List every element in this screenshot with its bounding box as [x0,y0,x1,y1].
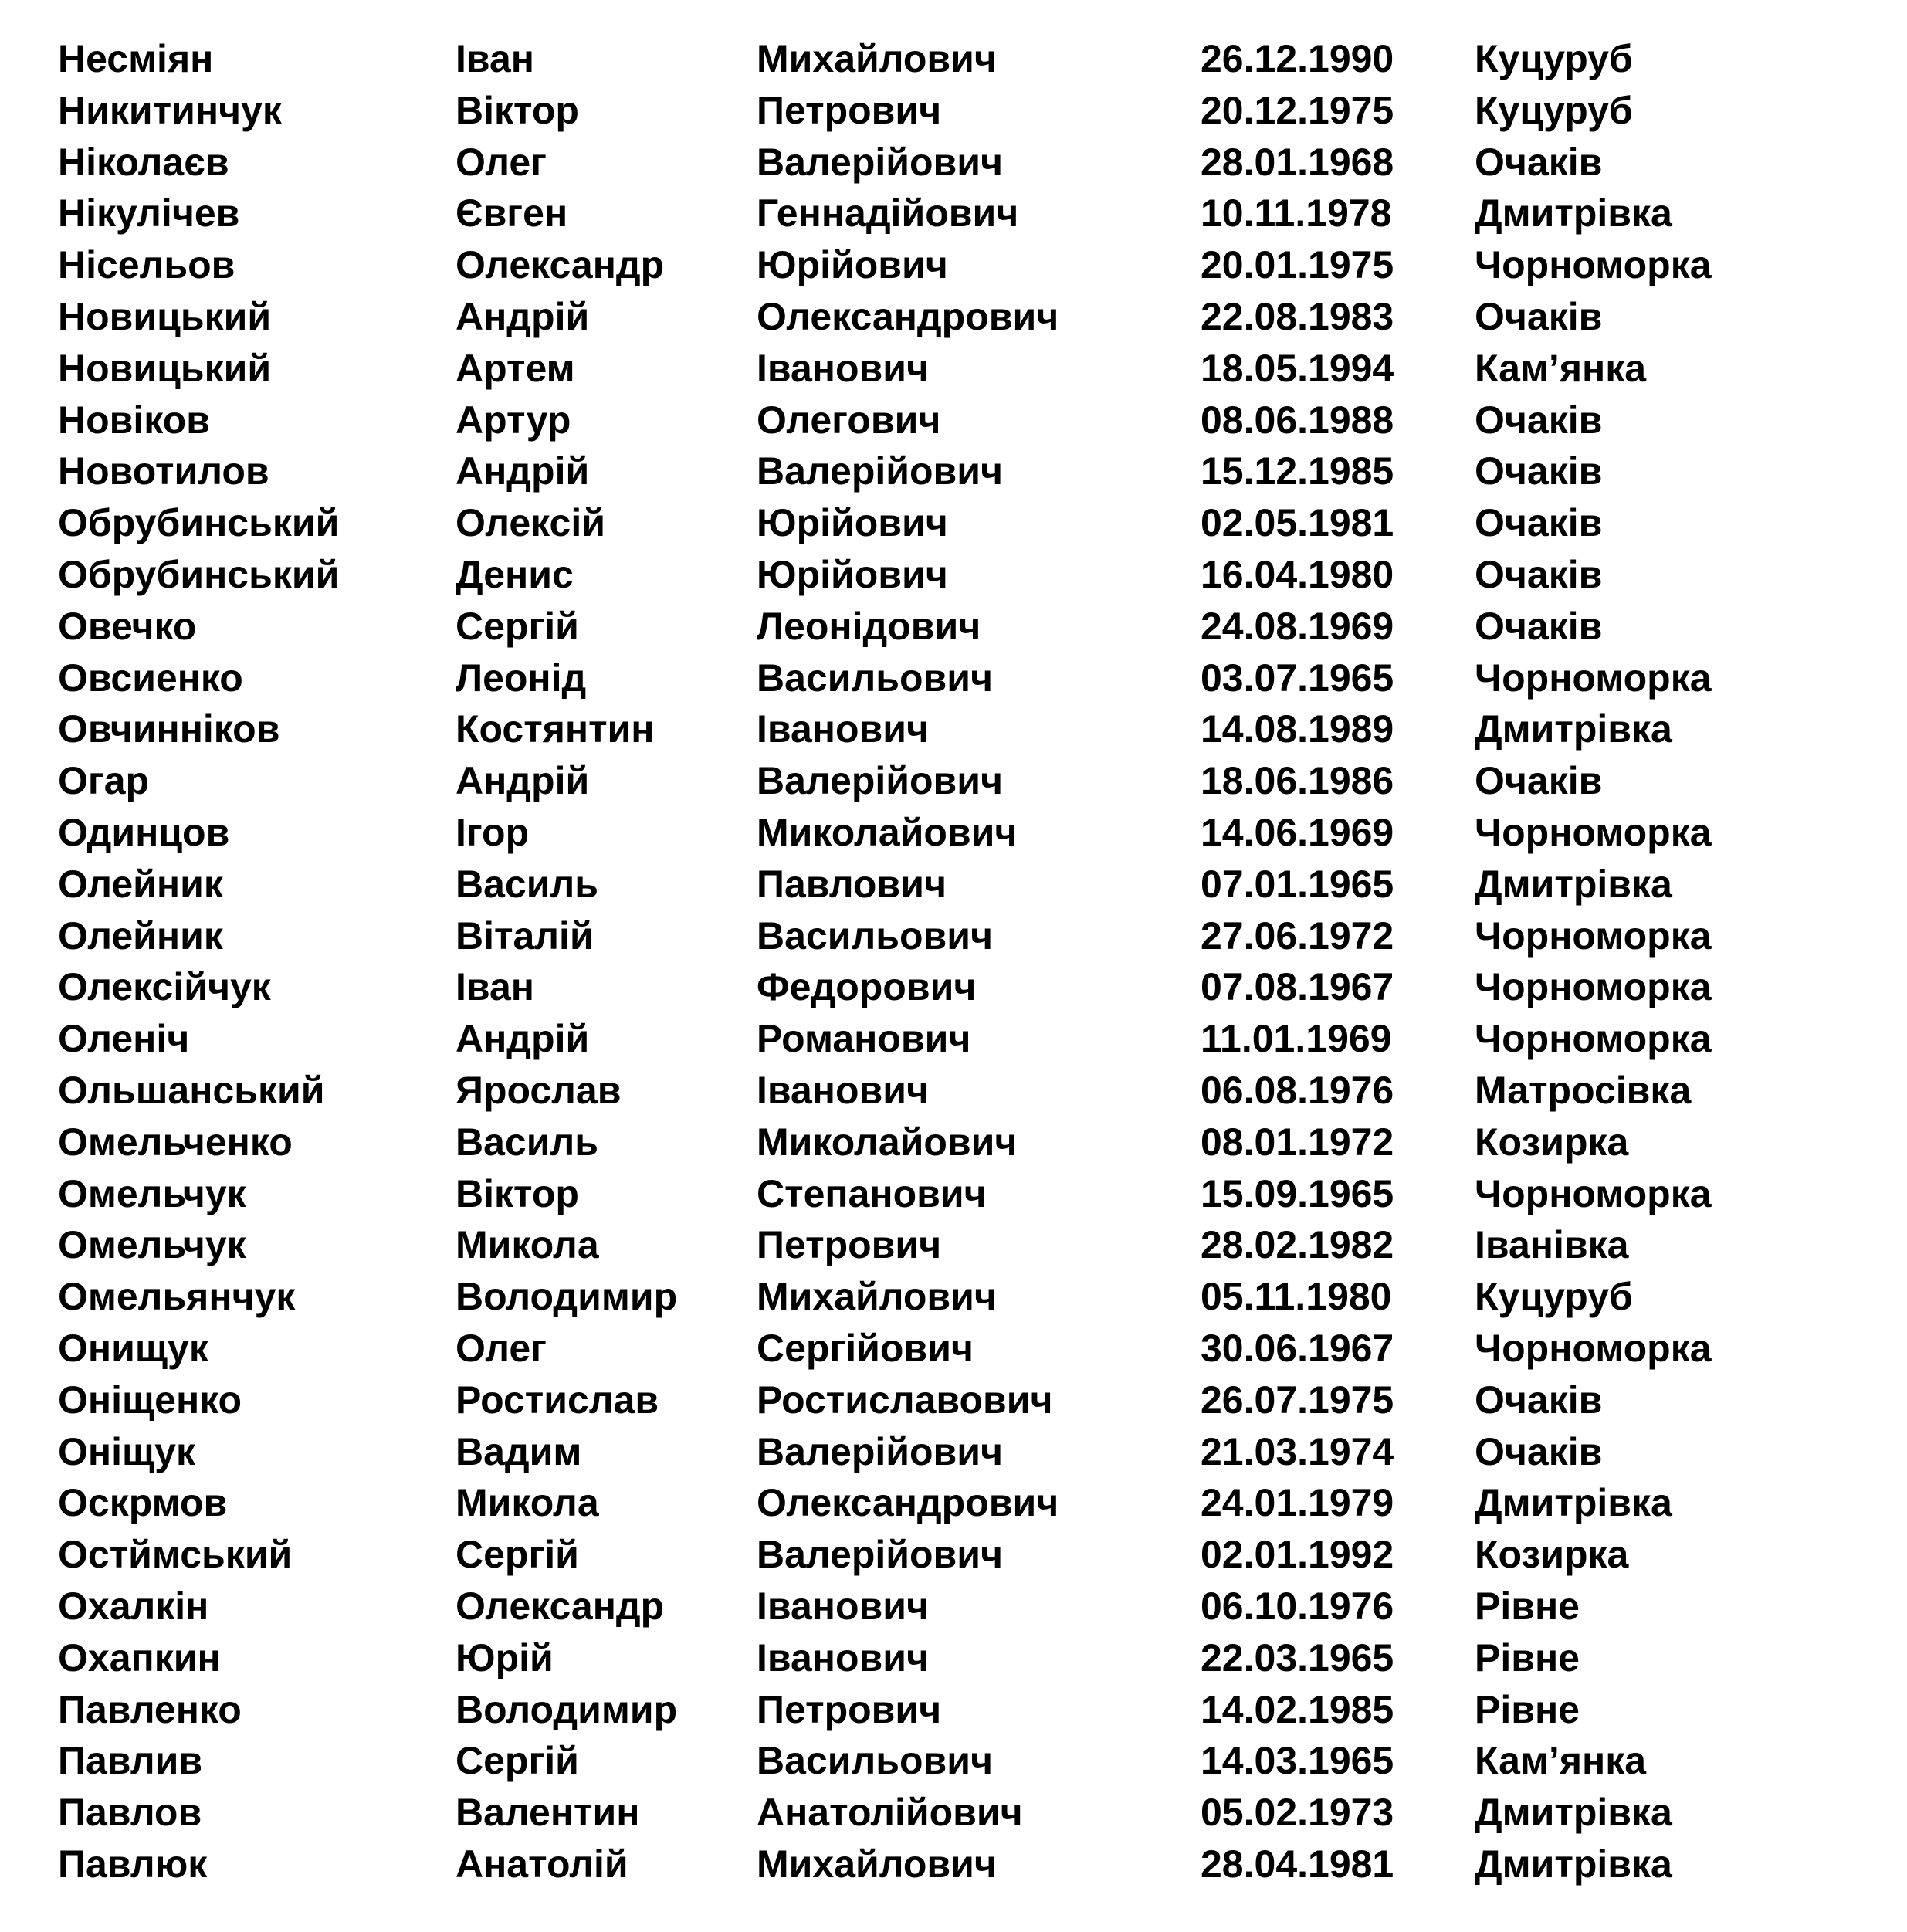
patronymic-cell: Романович [757,1017,971,1061]
place-cell: Рівне [1475,1635,1580,1679]
first-name-cell: Василь [456,1120,598,1164]
first-name-cell: Олександр [456,1584,665,1628]
patronymic-cell: Сергійович [757,1326,974,1370]
surname-cell: Огар [58,759,150,803]
birth-date-cell: 06.10.1976 [1201,1584,1394,1628]
birth-date-cell: 15.09.1965 [1201,1171,1394,1215]
first-name-cell: Леонід [456,656,587,700]
first-name-cell: Іван [456,37,534,80]
birth-date-cell: 06.08.1976 [1201,1068,1394,1112]
first-name-cell: Віталій [456,913,594,958]
birth-date-cell: 27.06.1972 [1201,913,1394,958]
patronymic-cell: Валерійович [757,140,1004,184]
place-cell: Кам’янка [1475,346,1647,390]
first-name-cell: Артур [456,398,571,442]
surname-cell: Одинцов [58,810,230,854]
surname-cell: Оскрмов [58,1481,228,1525]
surname-cell: Новицький [58,346,272,390]
place-cell: Очаків [1475,1378,1603,1422]
patronymic-cell: Олегович [757,398,941,442]
surname-cell: Обрубинський [58,552,340,596]
birth-date-cell: 20.01.1975 [1201,243,1394,287]
patronymic-cell: Валерійович [757,449,1004,493]
patronymic-cell: Юрійович [757,243,948,287]
first-name-cell: Ігор [456,810,530,854]
first-name-cell: Микола [456,1481,599,1525]
first-name-cell: Микола [456,1223,599,1267]
first-name-cell: Анатолій [456,1842,628,1886]
patronymic-cell: Олександрович [757,1481,1059,1525]
place-cell: Чорноморка [1475,1017,1712,1061]
patronymic-cell: Михайлович [757,1842,997,1886]
patronymic-cell: Іванович [757,1635,930,1679]
place-cell: Чорноморка [1475,913,1712,958]
first-name-cell: Костянтин [456,707,655,751]
surname-cell: Оленіч [58,1017,190,1061]
birth-date-cell: 07.01.1965 [1201,862,1394,906]
place-cell: Куцуруб [1475,1275,1633,1319]
place-cell: Чорноморка [1475,656,1712,700]
surname-cell: Овечко [58,604,197,648]
patronymic-cell: Миколайович [757,810,1018,854]
surname-cell: Оніщенко [58,1378,242,1422]
birth-date-cell: 02.01.1992 [1201,1533,1394,1577]
place-cell: Рівне [1475,1584,1580,1628]
birth-date-cell: 20.12.1975 [1201,88,1394,132]
birth-date-cell: 22.08.1983 [1201,294,1394,338]
patronymic-cell: Валерійович [757,759,1004,803]
place-cell: Чорноморка [1475,810,1712,854]
patronymic-cell: Анатолійович [757,1791,1023,1835]
place-cell: Очаків [1475,501,1603,545]
place-cell: Очаків [1475,140,1603,184]
patronymic-cell: Іванович [757,707,930,751]
patronymic-cell: Юрійович [757,552,948,596]
place-cell: Очаків [1475,604,1603,648]
first-name-cell: Володимир [456,1687,678,1731]
patronymic-cell: Васильович [757,656,994,700]
patronymic-cell: Іванович [757,346,930,390]
first-name-cell: Василь [456,862,598,906]
patronymic-cell: Степанович [757,1171,987,1215]
birth-date-cell: 14.06.1969 [1201,810,1394,854]
surname-cell: Остймський [58,1533,293,1577]
birth-date-cell: 26.12.1990 [1201,37,1394,80]
surname-cell: Новотилов [58,449,269,493]
birth-date-cell: 08.01.1972 [1201,1120,1394,1164]
patronymic-cell: Федорович [757,965,977,1009]
place-cell: Дмитрівка [1475,1842,1672,1886]
patronymic-cell: Олександрович [757,294,1059,338]
birth-date-cell: 08.06.1988 [1201,398,1394,442]
birth-date-cell: 28.04.1981 [1201,1842,1394,1886]
patronymic-cell: Геннадійович [757,192,1019,236]
patronymic-cell: Іванович [757,1068,930,1112]
first-name-cell: Артем [456,346,575,390]
first-name-cell: Олег [456,140,547,184]
birth-date-cell: 24.08.1969 [1201,604,1394,648]
first-name-cell: Валентин [456,1791,640,1835]
first-name-cell: Сергій [456,1739,579,1783]
birth-date-cell: 03.07.1965 [1201,656,1394,700]
surname-cell: Охалкін [58,1584,209,1628]
surname-cell: Новицький [58,294,272,338]
surname-cell: Павлюк [58,1842,208,1886]
patronymic-cell: Петрович [757,1687,942,1731]
birth-date-cell: 16.04.1980 [1201,552,1394,596]
surname-cell: Павлив [58,1739,203,1783]
place-cell: Дмитрівка [1475,862,1672,906]
birth-date-cell: 05.02.1973 [1201,1791,1394,1835]
surname-cell: Новіков [58,398,210,442]
first-name-cell: Андрій [456,449,590,493]
patronymic-cell: Валерійович [757,1533,1004,1577]
birth-date-cell: 14.08.1989 [1201,707,1394,751]
patronymic-cell: Михайлович [757,37,997,80]
first-name-cell: Денис [456,552,574,596]
first-name-cell: Віктор [456,88,579,132]
patronymic-cell: Миколайович [757,1120,1018,1164]
place-cell: Очаків [1475,759,1603,803]
place-cell: Куцуруб [1475,88,1633,132]
place-cell: Куцуруб [1475,37,1633,80]
first-name-cell: Ростислав [456,1378,659,1422]
place-cell: Очаків [1475,294,1603,338]
place-cell: Кам’янка [1475,1739,1647,1783]
surname-cell: Омельчук [58,1223,246,1267]
place-cell: Очаків [1475,449,1603,493]
patronymic-cell: Валерійович [757,1429,1004,1473]
surname-cell: Оніщук [58,1429,196,1473]
place-cell: Дмитрівка [1475,1791,1672,1835]
first-name-cell: Володимир [456,1275,678,1319]
surname-cell: Ніколаєв [58,140,229,184]
first-name-cell: Юрій [456,1635,554,1679]
surname-cell: Обрубинський [58,501,340,545]
surname-cell: Олексійчук [58,965,271,1009]
place-cell: Рівне [1475,1687,1580,1731]
birth-date-cell: 28.02.1982 [1201,1223,1394,1267]
surname-cell: Охапкин [58,1635,221,1679]
place-cell: Дмитрівка [1475,707,1672,751]
birth-date-cell: 05.11.1980 [1201,1275,1392,1319]
place-cell: Чорноморка [1475,1171,1712,1215]
surname-cell: Павленко [58,1687,242,1731]
birth-date-cell: 22.03.1965 [1201,1635,1394,1679]
first-name-cell: Вадим [456,1429,582,1473]
patronymic-cell: Михайлович [757,1275,997,1319]
first-name-cell: Іван [456,965,534,1009]
patronymic-cell: Ростиславович [757,1378,1053,1422]
surname-cell: Павлов [58,1791,202,1835]
birth-date-cell: 24.01.1979 [1201,1481,1394,1525]
surname-cell: Никитинчук [58,88,282,132]
first-name-cell: Олександр [456,243,665,287]
birth-date-cell: 14.03.1965 [1201,1739,1394,1783]
place-cell: Очаків [1475,1429,1603,1473]
patronymic-cell: Васильович [757,913,994,958]
place-cell: Козирка [1475,1533,1629,1577]
first-name-cell: Сергій [456,604,579,648]
patronymic-cell: Юрійович [757,501,948,545]
place-cell: Дмитрівка [1475,1481,1672,1525]
birth-date-cell: 15.12.1985 [1201,449,1394,493]
birth-date-cell: 07.08.1967 [1201,965,1394,1009]
first-name-cell: Олексій [456,501,605,545]
first-name-cell: Андрій [456,294,590,338]
first-name-cell: Віктор [456,1171,579,1215]
surname-cell: Ольшанський [58,1068,325,1112]
first-name-cell: Андрій [456,1017,590,1061]
birth-date-cell: 18.05.1994 [1201,346,1394,390]
surname-cell: Олейник [58,862,223,906]
patronymic-cell: Іванович [757,1584,930,1628]
surname-cell: Омельянчук [58,1275,296,1319]
place-cell: Чорноморка [1475,243,1712,287]
patronymic-cell: Павлович [757,862,947,906]
place-cell: Очаків [1475,552,1603,596]
first-name-cell: Євген [456,192,568,236]
surname-cell: Нісельов [58,243,235,287]
birth-date-cell: 26.07.1975 [1201,1378,1394,1422]
patronymic-cell: Петрович [757,1223,942,1267]
birth-date-cell: 11.01.1969 [1201,1017,1392,1061]
place-cell: Матросівка [1475,1068,1692,1112]
birth-date-cell: 14.02.1985 [1201,1687,1394,1731]
patronymic-cell: Васильович [757,1739,994,1783]
surname-cell: Несміян [58,37,214,80]
birth-date-cell: 30.06.1967 [1201,1326,1394,1370]
place-cell: Іванівка [1475,1223,1629,1267]
first-name-cell: Сергій [456,1533,579,1577]
surname-cell: Овчинніков [58,707,280,751]
birth-date-cell: 21.03.1974 [1201,1429,1394,1473]
patronymic-cell: Леонідович [757,604,981,648]
birth-date-cell: 18.06.1986 [1201,759,1394,803]
first-name-cell: Ярослав [456,1068,622,1112]
patronymic-cell: Петрович [757,88,942,132]
first-name-cell: Андрій [456,759,590,803]
place-cell: Дмитрівка [1475,192,1672,236]
birth-date-cell: 10.11.1978 [1201,192,1392,236]
place-cell: Очаків [1475,398,1603,442]
birth-date-cell: 02.05.1981 [1201,501,1394,545]
surname-cell: Олейник [58,913,223,958]
place-cell: Козирка [1475,1120,1629,1164]
place-cell: Чорноморка [1475,965,1712,1009]
surname-cell: Онищук [58,1326,208,1370]
surname-cell: Омельченко [58,1120,293,1164]
birth-date-cell: 28.01.1968 [1201,140,1394,184]
surname-cell: Овсиенко [58,656,243,700]
surname-cell: Омельчук [58,1171,246,1215]
surname-cell: Нікулічев [58,192,240,236]
first-name-cell: Олег [456,1326,547,1370]
place-cell: Чорноморка [1475,1326,1712,1370]
